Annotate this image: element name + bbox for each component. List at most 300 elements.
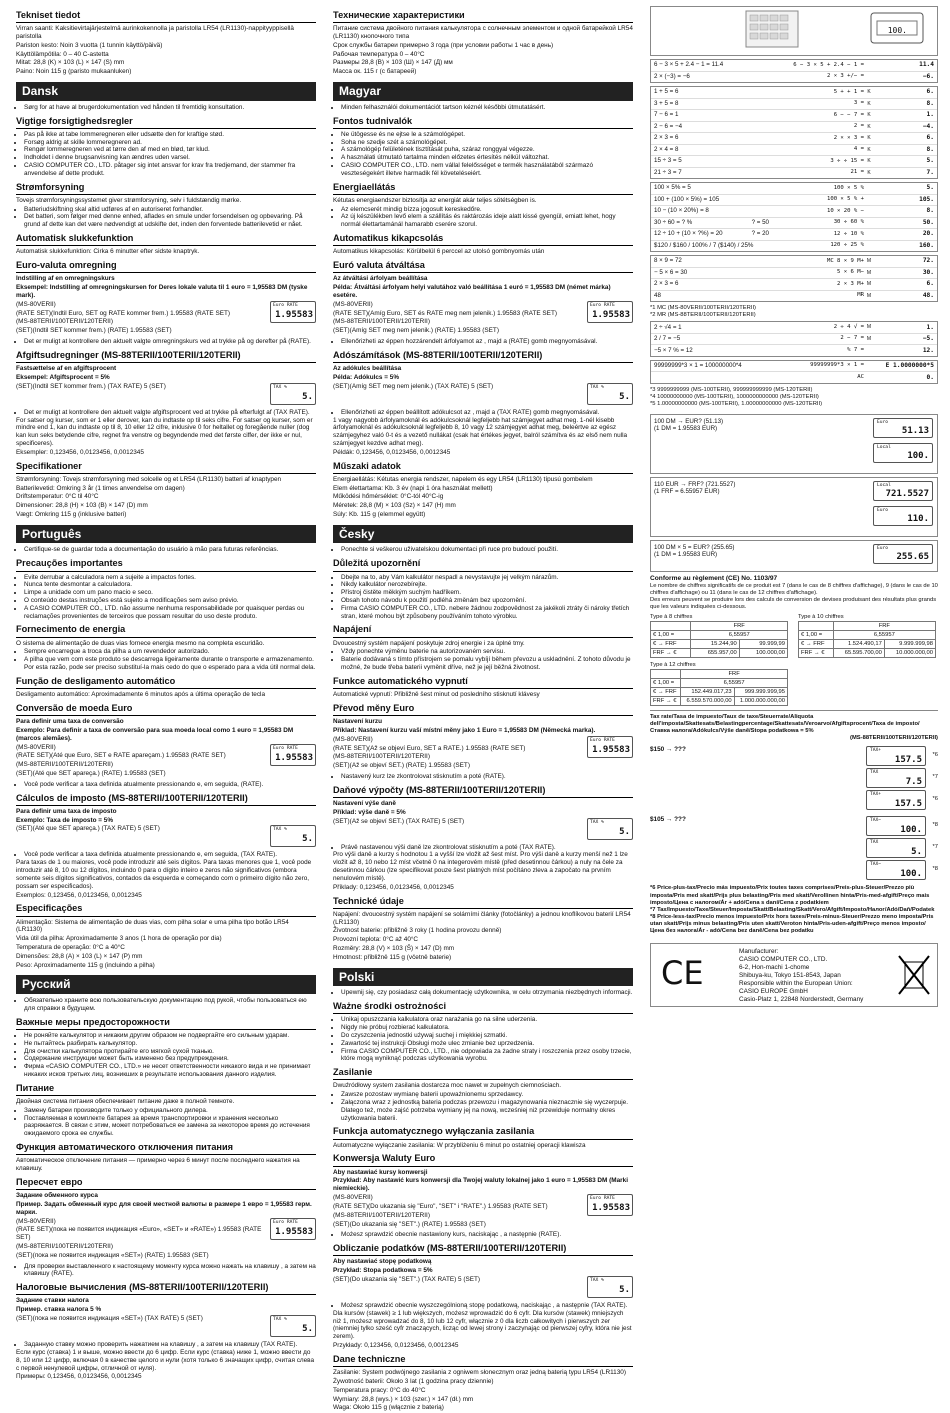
tax-examples: Exemplos: 0,123456, 0,0123456, 0,0012345: [16, 891, 142, 899]
calc-indicator: K: [867, 112, 871, 119]
calc-row: [651, 372, 937, 383]
euro-note-list: [16, 781, 316, 789]
tax-display: [866, 746, 926, 766]
auto-off-text: Автоматическое отключение питания — примерно через 6 минут после последнего нажатия на клавишу.: [16, 1157, 300, 1173]
calc-expression: 100 + (100 × 5%) = 105: [654, 195, 720, 203]
tax-rate-display-value: 5.: [619, 1285, 630, 1296]
calc-result: 5.: [926, 157, 934, 165]
spec-line: Méretek: 28,8 (M) × 103 (Sz) × 147 (H) mm: [333, 502, 456, 510]
manufacturer-line: Responsible within the European Union:: [739, 979, 853, 987]
calc-result: 6.: [926, 88, 934, 96]
euro-steps: [16, 301, 316, 336]
tax-steps: [16, 825, 316, 849]
safety-item: • Pas på ikke at tabe lommeregneren eller udsætte den for kraftige stød.: [24, 131, 316, 139]
model-label: (MS-88TERII/100TERII/120TERII): [16, 318, 113, 326]
frf-cell: € 1,00 =: [799, 631, 834, 640]
spec-line: Rozměry: 28,8 (V) × 103 (Š) × 147 (D) mm: [333, 944, 455, 952]
currency-display: [873, 443, 933, 463]
calc-expression: − 5 × 6 = 30: [654, 268, 688, 276]
calc-result: 12.: [922, 346, 934, 354]
power-item: • Az új készülékben levő elem a szállítás és raktározás ideje alatt kissé gyengül, emiatt lehet, hogy normál élettartamánál hamarabb cserére szorul.: [341, 213, 633, 229]
calc-keys: MC 8 × 9 M+: [826, 257, 864, 264]
frf-cell: € 1,00 =: [651, 679, 681, 688]
calc-expression: 1 + 5 = 6: [654, 88, 679, 96]
tax-step: (SET)(Až se objeví SET.) (TAX RATE) 5 (SET): [333, 817, 465, 825]
language-title: Polski: [333, 968, 633, 987]
calc-row: [651, 268, 937, 280]
tax-subheading: Задание ставки налога: [16, 1297, 89, 1305]
safety-item: • O conteúdo destas instruções está sujeito a modificações sem aviso prévio.: [24, 597, 316, 605]
calc-row: [651, 218, 937, 230]
finnish-spec-line: Käyttölämpötila: 0 – 40 C-astetta: [16, 50, 109, 58]
power-text: Двойная система питания обеспечивает питание даже в полной темноте.: [16, 1097, 235, 1105]
currency-display: [873, 418, 933, 438]
calc-indicator: M: [866, 281, 872, 288]
spec-line: Elem élettartama: Kb. 3 év (napi 1 óra használat mellett): [333, 484, 493, 492]
calc-keys: 2 ÷ 4 √ =: [833, 323, 864, 330]
frf-cell: 15.244,90: [691, 640, 739, 649]
tax-example-group: [650, 816, 938, 882]
calc-indicator: K: [867, 169, 871, 176]
tax-examples: Példák: 0,123456, 0,0123456, 0,0012345: [333, 448, 451, 456]
calc-result: 105.: [919, 195, 934, 203]
model-label: (MS-80VERII): [333, 1194, 373, 1202]
czech-block: [333, 525, 633, 962]
tax-rate-display-label: TAX %: [273, 1317, 287, 1323]
calc-row: [651, 99, 937, 111]
euro-rate-display: [587, 1194, 633, 1216]
tax-rate-display-value: 5.: [302, 834, 313, 845]
tax-display: [866, 860, 926, 880]
safety-item: • Firma CASIO COMPUTER CO., LTD., nie odpowiada za żadne straty i roszczenia przez osoby trzecie, które mogą wyniknąć podczas użytkowania wyrobu.: [341, 1048, 633, 1064]
spec-heading: Specifikationer: [16, 461, 316, 474]
safety-heading: Vigtige forsigtighedsregler: [16, 116, 316, 129]
currency-examples: [650, 414, 938, 572]
tax-question: $150 → ???: [650, 746, 686, 754]
frf-table-wrap: [798, 614, 936, 658]
manufacturer-line: CASIO COMPUTER CO., LTD.: [739, 955, 828, 963]
calc-row: [651, 122, 937, 134]
frf-table-grid: [650, 614, 938, 706]
tax-footnote: Если курс (ставка) 1 и выше, можно ввести до 6 цифр. Если курс (ставка) ниже 1, можно ввести до 8, 10 или 12 цифр, включая 0 в качестве целого и нули (хотя только 6 значащих цифр, считая слева с первой ненулевой цифры, отличной от нуля).: [16, 1348, 315, 1372]
safety-item: • Přístroj čistěte měkkým suchým hadříkem.: [341, 589, 633, 597]
tax-example: Exemplo: Taxa de imposto = 5%: [16, 816, 114, 824]
finnish-spec-line: Pariston kesto: Noin 3 vuotta (1 tunnin käyttö/päivä): [16, 41, 163, 49]
calc-expression: 8 × 9 = 72: [654, 257, 682, 265]
currency-display: [873, 481, 933, 501]
display-value: 157.5: [894, 798, 922, 809]
model-label: (MS-80VERII): [16, 300, 56, 308]
calc-expression: 100 × 5% = 5: [654, 184, 691, 192]
euro-subheading: Задание обменного курса: [16, 1192, 98, 1200]
overflow-footnote: *5 1.00000000000 (MS-100TERII), 1.00000000000 (MS-120TERII): [650, 400, 823, 407]
manufacturer-line: 6-2, Hon-machi 1-chome: [739, 963, 810, 971]
ce-mark-icon: CE: [661, 953, 704, 992]
model-label: (MS-88TERII/100TERII/120TERII): [333, 318, 430, 326]
calc-keys: MR: [857, 292, 864, 299]
frf-header-cell: FRF: [681, 670, 788, 679]
model-label: (MS-80VERII): [16, 1217, 56, 1225]
calc-result: −4.: [922, 122, 934, 130]
tax-footnote: Pro výši daně a kurzy s hodnotou 1 a vyšší lze vložit až šest míst. Pro výši daně a kurzy menší než 1 lze vložit až 8, 10 nebo 12 míst včetně 0 na integerovém místě (před desetinnou čárkou) a nuly na čele za desetinnou čárkou (lze specifikovat pouze šest platných míst počítáno zleva a započato na prvním nenulovém místě).: [333, 851, 628, 882]
calc-indicator: K: [867, 89, 871, 96]
frf-tables: [650, 614, 938, 706]
calc-row: [651, 110, 937, 122]
tax-footnote: Para taxas de 1 ou maiores, você pode introduzir até seis dígitos. Para taxas menores que 1, você pode introduzir até 8, 10 ou 12 dígitos, incluindo 0 para o dígito inteiro e zeros não significativos (embora somente seis dígitos significativos, contados da esquerda e começando com o primeiro dígito não zero, possam ser especificados).: [16, 859, 312, 890]
russian-spec-section: [333, 10, 633, 76]
calc-keys: 30 ÷ 60 %: [833, 219, 864, 226]
frf-cell: FRF → €: [651, 649, 691, 658]
intro-list: [16, 997, 316, 1013]
power-item: • A pilha que vem com este produto se descarrega ligeiramente durante o transporte e armazenamento. Por esta razão, pode ser preciso substituí-la mais cedo do que o esperado para a vida útil normal dela.: [24, 656, 316, 672]
power-list: [16, 1107, 316, 1138]
euro-steps: [16, 744, 316, 779]
safety-item: • Firma CASIO COMPUTER CO., LTD. nebere žádnou zodpovědnost za jakékoli ztráty či nároky třetích stran, které mohou být způsobeny používáním tohoto výrobku.: [341, 605, 633, 621]
safety-item: • Evite derrubar a calculadora nem a sujeite a impactos fortes.: [24, 574, 316, 582]
intro-list: [333, 989, 633, 997]
spec-line: Zasilanie: System podwójnego zasilania z ogniwem słonecznym oraz jedną baterią typu LR54 (LR1130): [333, 1369, 626, 1377]
euro-step: (SET)(Do ukazania się "SET".) (RATE) 1.95583 (SET): [333, 1220, 486, 1228]
euro-rate-display-label: Euro RATE: [273, 745, 298, 751]
russian-spec-line: Питание система двойного питания калькулятора с солнечным элементом и одной батарейкой LR54 (LR1130) кнопочного типа: [333, 25, 633, 41]
safety-item: • Forsøg aldrig at skille lommeregneren ad.: [24, 139, 316, 147]
calc-keys: 3 ÷ ÷ 15 =: [830, 157, 864, 164]
spec-heading: Műszaki adatok: [333, 461, 633, 474]
calc-row: [651, 291, 937, 302]
tax-rate-display-value: 5.: [302, 391, 313, 402]
intro-text: • Обязательно храните всю пользовательскую документацию под рукой, чтобы пользоваться ею для справки в будущем.: [24, 997, 316, 1013]
euro-subheading: Az átváltási árfolyam beállítása: [333, 275, 428, 283]
calc-result: 20.: [922, 230, 934, 238]
calculator-illustration: [650, 6, 938, 56]
euro-subheading: Indstilling af en omregningskurs: [16, 275, 115, 283]
calc-expression: 2 − 6 = −4: [654, 122, 683, 130]
safety-item: • A CASIO COMPUTER CO., LTD. não assume nenhuma responsabilidade por quaisquer perdas ou reclamações provenientes de terceiros que possam resultar do uso deste produto.: [24, 605, 316, 621]
currency-example: [650, 540, 938, 572]
calc-keys: 100 × 5 %: [833, 184, 864, 191]
calc-result: 8.: [926, 99, 934, 107]
tax-note: • Możesz sprawdzić obecnie wyszczególnioną stopę podatkową, naciskając , a następnie (TAX RATE).: [341, 1302, 633, 1310]
spec-line: Vida útil da pilha: Aproximadamente 3 anos (1 hora de operação por dia): [16, 935, 222, 943]
portuguese-block: [16, 525, 316, 970]
spec-line: Energiaellátás: Kétutas energia rendszer, napelem és egy LR54 (LR1130) típusú gombelem: [333, 475, 593, 483]
tax-subheading: Aby nastawiać stopę podatkową: [333, 1258, 432, 1266]
regulation-text: Des erreurs peuvent se produire lors des calculs de conversion de devises produisant des résultats plus grands que les valeurs indiquées ci-dessous.: [650, 596, 937, 611]
model-label: (MS-80VERII): [333, 300, 373, 308]
euro-rate-display-value: 1.95583: [592, 1203, 630, 1214]
tax-note-list: [333, 1302, 633, 1310]
euro-example: Eksempel: Indstilling af omregningskursen for Deres lokale valuta til 1 euro = 1,95583 DM (tyske mark).: [16, 284, 308, 299]
calc-expression: 15 ÷ 3 = 5: [654, 157, 682, 165]
tax-example: Példa: Adókulcs = 5%: [333, 373, 399, 381]
frf-cell: 152.449.017,23: [681, 688, 734, 697]
euro-note: • Для проверки выставленного к настоящему моменту курса можно нажать на клавишу , а затем на клавишу (RATE).: [24, 1263, 316, 1279]
euro-rate-display-value: 1.95583: [275, 752, 313, 763]
calc-keys: 21 =: [850, 169, 864, 176]
calc-row: [651, 334, 937, 346]
calc-row: [651, 241, 937, 252]
display-label: Euro: [877, 507, 889, 513]
tax-note: *8 Price-less-tax/Precio menos impuesto/Prix hors taxes/Preis-minus-Steuer/Prezzo meno imposta/Pris utan skatt/Prijs minus belasting/Pris uten skatt/Veroton hinta/Pris-uden-afgift/Preço menos imposto/Цена без налога/Ár - adó/Cena bez daně/Cena bez podatku: [650, 913, 934, 934]
calc-row: [651, 133, 937, 145]
safety-item: • CASIO COMPUTER CO., LTD. påtager sig intet ansvar for krav fra tredjemand, der stammer fra anvendelse af dette produkt.: [24, 162, 316, 178]
tax-title: Tax rate/Tasa de impuesto/Taux de taxe/Steuerrate/Aliquota dell'imposta/Skattesats/Belastingpercentage/Skattesats/Veroarvo/Afgiftsprocent/Taxa de imposto/Ставка налога/Adókulcs/Výše daně/Stopa podatkowa = 5%: [650, 714, 920, 735]
euro-heading: Euro-valuta omregning: [16, 260, 316, 273]
calc-row: [651, 256, 937, 268]
calc-expression: 10 − (10 × 20%) = 8: [654, 207, 709, 215]
calc-expression: 3 + 5 = 8: [654, 99, 679, 107]
display-value: 255.65: [896, 551, 929, 562]
intro-text: • Upewnij się, czy posiadasz całą dokumentację użytkownika, w celu otrzymania niezbędnych informacji.: [341, 989, 633, 997]
tax-display: [866, 816, 926, 836]
power-item: • Vždy ponechte výměnu baterie na autorizovaném servisu.: [341, 648, 633, 656]
model-label: (MS-88TERII/100TERII/120TERII): [333, 753, 430, 761]
regulation-text: Le nombre de chiffres significatifs de ce produit est 7 (dans le cas de 8 chiffres d'affichage), 9 (dans le cas de 10 chiffres d'affichage) ou 11 (dans le cas de 12 chiffres d'affichage).: [650, 582, 938, 596]
tax-steps: [333, 1276, 633, 1300]
calc-keys: 3 =: [853, 100, 864, 107]
euro-example: Příklad: Nastavení kurzu vaší místní měny jako 1 Euro = 1,95583 DM (Německá marka).: [333, 726, 596, 734]
safety-list: [16, 1032, 316, 1079]
spec-line: Provozní teplota: 0°C až 40°C: [333, 936, 419, 944]
spec-line: Dimensões: 28,8 (A) × 103 (L) × 147 (P) mm: [16, 952, 143, 960]
display-value: 5.: [911, 846, 922, 857]
euro-note-list: [16, 338, 316, 346]
intro-list: [333, 546, 633, 554]
spec-line: Dimensioner: 28,8 (H) × 103 (B) × 147 (D) mm: [16, 502, 148, 510]
tax-question: $105 → ???: [650, 816, 686, 824]
safety-item: • Содержание инструкции может быть изменено без предупреждения.: [24, 1055, 316, 1063]
euro-rate-display-value: 1.95583: [592, 309, 630, 320]
euro-heading: Konwersja Waluty Euro: [333, 1153, 633, 1166]
intro-text: • Certifique-se de guardar toda a documentação do usuário à mão para futuras referências.: [24, 546, 316, 554]
frf-cell: € → FRF: [799, 640, 834, 649]
power-list: [16, 648, 316, 671]
auto-off-text: Automatisk slukkefunktion: Cirka 6 minutter efter sidste knaptryk.: [16, 248, 200, 256]
tax-note: • Právě nastavenou výši daně lze zkontrolovat stisknutím a poté (TAX RATE).: [341, 844, 633, 852]
calc-expression: 48: [654, 291, 661, 299]
model-label: (MS-80VERII): [333, 735, 373, 743]
tax-subheading: Nastavení výše daně: [333, 800, 396, 807]
intro-text: • Ponechte si veškerou uživatelskou dokumentaci při ruce pro budoucí použití.: [341, 546, 633, 554]
display-label: TAX: [870, 840, 879, 846]
auto-off-heading: Função de desligamento automático: [16, 676, 316, 689]
euro-example: Exemplo: Para definir a taxa de conversão para sua moeda local como 1 euro = 1,95583 DM (marcos alemães).: [16, 726, 294, 742]
euro-note-list: [333, 1231, 633, 1239]
safety-item: • Rengør lommeregneren ved at tørre den af med en blød, tør klud.: [24, 146, 316, 154]
tax-rate-display-label: TAX %: [590, 1278, 604, 1283]
calc-expression: 30 ÷ 60 = ? %: [654, 218, 693, 226]
power-list: [16, 206, 316, 229]
memory-footnote: *2 MR (MS-88TERII/100TERII/120TERII): [650, 312, 756, 319]
calc-expression: 2 × 3 = 6: [654, 280, 679, 288]
calc-result: 6.: [926, 134, 934, 142]
euro-rate-display-label: Euro RATE: [273, 1219, 298, 1225]
russian-spec-line: Масса ок. 115 г (с батареей): [333, 68, 417, 76]
euro-note-list: [16, 1263, 316, 1279]
calc-expression: 99999999*3 × 1 = 100000000*4: [654, 362, 742, 370]
euro-step: (SET)(Até que SET apareça.) (RATE) 1.95583 (SET): [16, 769, 166, 777]
euro-note-list: [333, 338, 633, 346]
display-label: TAX−: [870, 862, 882, 868]
calc-keys: 6 − − 7 =: [833, 111, 864, 118]
frf-cell: 6.559.570.000,00: [681, 697, 734, 706]
frf-cell: FRF → €: [651, 697, 681, 706]
tax-rate-display-value: 5.: [619, 391, 630, 402]
frf-cell: FRF → €: [799, 649, 834, 658]
euro-note: • Você pode verificar a taxa definida atualmente pressionando e, em seguida, (RATE).: [24, 781, 316, 789]
safety-list: [16, 574, 316, 621]
display-label: TAX+: [870, 748, 882, 754]
tax-footnote-marker: *8: [932, 866, 938, 873]
calc-keys: 2 × 3 M+: [837, 280, 864, 287]
display-label: TAX−: [870, 818, 882, 824]
display-label: Local: [877, 482, 891, 488]
euro-heading: Conversão de moeda Euro: [16, 703, 316, 716]
tax-examples: Eksempler: 0,123456, 0,0123456, 0,0012345: [16, 448, 144, 456]
euro-rate-display-value: 1.95583: [592, 744, 630, 755]
tax-note: • Заданную ставку можно проверить нажатием на клавишу , а затем на клавишу (TAX RATE).: [24, 1341, 316, 1349]
frf-table-title: Type à 10 chiffres: [798, 614, 844, 621]
calc-keys: 120 ÷ 25 %: [830, 242, 864, 249]
sqrt-calc-box: [650, 321, 938, 357]
model-label: (MS-88TERII/100TERII/120TERII): [16, 1242, 113, 1250]
euro-rate-display-label: Euro RATE: [590, 737, 615, 743]
display-value: 100.: [907, 450, 929, 461]
frf-table: [650, 621, 788, 658]
tax-rate-display-label: TAX %: [590, 384, 604, 390]
euro-note-list: [333, 773, 633, 781]
spec-heading: Dane techniczne: [333, 1354, 633, 1367]
calc-row: [651, 195, 937, 207]
tax-note-list: [333, 844, 633, 852]
model-label: (MS-88TERII/100TERII/120TERII): [333, 1211, 430, 1219]
power-item: • Det batteri, som følger med denne enhed, aflades en smule under forsendelsen og opbevaring. På grund af dette kan det være nødvendigt at udskifte det, inden den forventede batterilevetid er nået.: [24, 213, 316, 229]
calc-row: [651, 87, 937, 99]
danish-block: [16, 82, 316, 519]
calc-keys: 5 × 6 M−: [837, 269, 864, 276]
calc-expression: −5 × 7 % = 12: [654, 346, 693, 354]
tax-note-list: [16, 409, 316, 417]
calc-keys: 12 ÷ 10 %: [833, 230, 864, 237]
euro-rate-display-label: Euro RATE: [590, 302, 615, 308]
display-value: 51.13: [901, 425, 929, 436]
power-text: Kétutas energiaendszer biztosítja az energiát akár teljes sötétségben is.: [333, 196, 537, 204]
tax-heading: Cálculos de imposto (MS-88TERII/100TERII/120TERII): [16, 793, 316, 806]
overflow-footnote: *3 9999999999 (MS-100TERII), 999999999999 (MS-120TERII): [650, 386, 813, 393]
calc-row: [651, 72, 937, 83]
calc-keys: 99999999*3 × 1 =: [810, 362, 864, 369]
calc-keys: 2 − 7 =: [840, 335, 864, 342]
frf-rate-cell: 6,55957: [681, 679, 788, 688]
basic-calc-box: [650, 59, 938, 83]
euro-step: (RATE SET)(пока не появится индикация «Euro», «SET» и «RATE») 1.95583 (RATE SET): [16, 1226, 262, 1242]
tax-example: Пример. ставка налога 5 %: [16, 1306, 102, 1314]
frf-rate-cell: 6,55957: [691, 631, 788, 640]
tax-display: [866, 768, 926, 788]
calc-result: −6.: [922, 72, 934, 80]
display-value: 157.5: [894, 754, 922, 765]
safety-heading: Fontos tudnivalók: [333, 116, 633, 129]
calc-indicator: K: [867, 100, 871, 107]
safety-item: • Zawartość tej instrukcji Obsługi może ulec zmianie bez uprzedzenia.: [341, 1040, 633, 1048]
intro-list: [333, 104, 633, 112]
tax-heading: Adószámítások (MS-88TERII/100TERII/120TERII): [333, 350, 633, 363]
finnish-spec-line: Paino: Noin 115 g (paristo mukaanluken): [16, 68, 132, 76]
tax-example: Příklad: výše daně = 5%: [333, 808, 406, 816]
display-label: Euro: [877, 545, 889, 551]
column-2: [333, 6, 633, 1413]
spec-line: Peso: Aproximadamente 115 g (incluindo a pilha): [16, 961, 155, 969]
frf-cell: 10.000.000,00: [884, 649, 935, 658]
column-1: [16, 6, 316, 1382]
safety-item: • Limpe a unidade com um pano macio e seco.: [24, 589, 316, 597]
frf-table-title: Type à 8 chiffres: [650, 614, 693, 621]
power-list: [333, 206, 633, 229]
auto-off-heading: Automatikus kikapcsolás: [333, 233, 633, 246]
calc-row: [651, 361, 937, 373]
tax-note-list: [16, 851, 316, 859]
power-list: [333, 1091, 633, 1122]
euro-step: (SET)(пока не появится индикация «SET») (RATE) 1.95583 (SET): [16, 1251, 209, 1259]
calc-expression: 2 × 3 = 6: [654, 134, 679, 142]
memory-calc-box: [650, 255, 938, 302]
percent-calc-box: [650, 182, 938, 252]
safety-item: • Dbejte na to, aby Vám kalkulátor nespadl a nevystavujte jej velkým nárazům.: [341, 574, 633, 582]
safety-item: • Indholdet i denne brugsanvisning kan ændres uden varsel.: [24, 154, 316, 162]
euro-rate-display-label: Euro RATE: [590, 1196, 615, 1202]
russian-spec-line: Срок службы батареи примерно 3 года (при условии работы 1 час в день): [333, 41, 554, 49]
calc-row: [651, 156, 937, 168]
euro-rate-display-label: Euro RATE: [273, 302, 298, 308]
tax-rate-display: [270, 825, 316, 847]
tax-note: *7 Tax/Impuesto/Taxe/Steuer/Imposta/Skatt/Belasting/Skatt/Vero/Afgift/Imposto/Налог/Adó/Daň/Podatek: [650, 906, 935, 913]
tax-note: • Det er muligt at kontrollere den aktuelt valgte afgiftsprocent ved at trykke på efterfulgt af (TAX RATE).: [24, 409, 316, 417]
power-heading: Fornecimento de energia: [16, 624, 316, 637]
calc-result: 8.: [926, 207, 934, 215]
tax-footnote-marker: *6: [932, 796, 938, 803]
euro-subheading: Nastavení kurzu: [333, 718, 383, 726]
auto-off-heading: Automatisk slukkefunktion: [16, 233, 316, 246]
calc-keys: AC: [857, 373, 864, 380]
display-value: 721.5527: [885, 488, 929, 499]
constant-calc-box: [650, 86, 938, 179]
power-heading: Strømforsyning: [16, 182, 316, 195]
tax-examples: Przykłady: 0,123456, 0,0123456, 0,0012345: [333, 1342, 459, 1350]
currency-example: [650, 414, 938, 474]
tax-heading: Afgiftsudregninger (MS-88TERII/100TERII/120TERII): [16, 350, 316, 363]
finnish-spec-line: Mitat: 28,8 (K) × 103 (L) × 147 (S) mm: [16, 59, 125, 67]
euro-steps: [16, 1218, 316, 1261]
tax-heading: Daňové výpočty (MS-88TERII/100TERII/120TERII): [333, 785, 633, 798]
safety-item: • Do czyszczenia jednostki używaj suchej i miękkiej szmatki.: [341, 1032, 633, 1040]
tax-rate-display-value: 5.: [619, 826, 630, 837]
power-item: • Az elemcserét mindig bízza jogosult kereskedőre.: [341, 206, 633, 214]
spec-line: Súly: Kb. 115 g (elemmel együtt): [333, 511, 426, 519]
auto-off-text: Automatyczne wyłączanie zasilania: W przybliżeniu 6 minut po ostatniej operacji klawisza: [333, 1141, 586, 1149]
safety-item: • CASIO COMPUTER CO., LTD. nem vállal felelősséget e termék használatából származó veszteségekért illetve harmadik fél követeléseiért.: [341, 162, 633, 178]
safety-item: • A számológép felületének tisztítását puha, száraz ronggyal végezze.: [341, 146, 633, 154]
euro-step: (SET)(Indtil SET kommer frem.) (RATE) 1.95583 (SET): [16, 327, 172, 335]
euro-example: Przykład: Aby nastawić kurs konwersji dla Twojej waluty lokalnej jako 1 euro = 1,95583 DM (Marki niemieckie).: [333, 1177, 628, 1193]
language-title: Česky: [333, 525, 633, 544]
safety-list: [333, 1016, 633, 1063]
tax-examples: [650, 746, 938, 882]
tax-steps: [333, 383, 633, 407]
power-item: • Sempre encarregue a troca da pilha a um revendedor autorizado.: [24, 648, 316, 656]
display-label: Local: [877, 444, 891, 450]
spec-line: Strømforsyning: Tovejs strømforsyning med solcelle og et LR54 (LR1130) batteri af knaptypen: [16, 475, 282, 483]
calc-result: 50.: [922, 218, 934, 226]
